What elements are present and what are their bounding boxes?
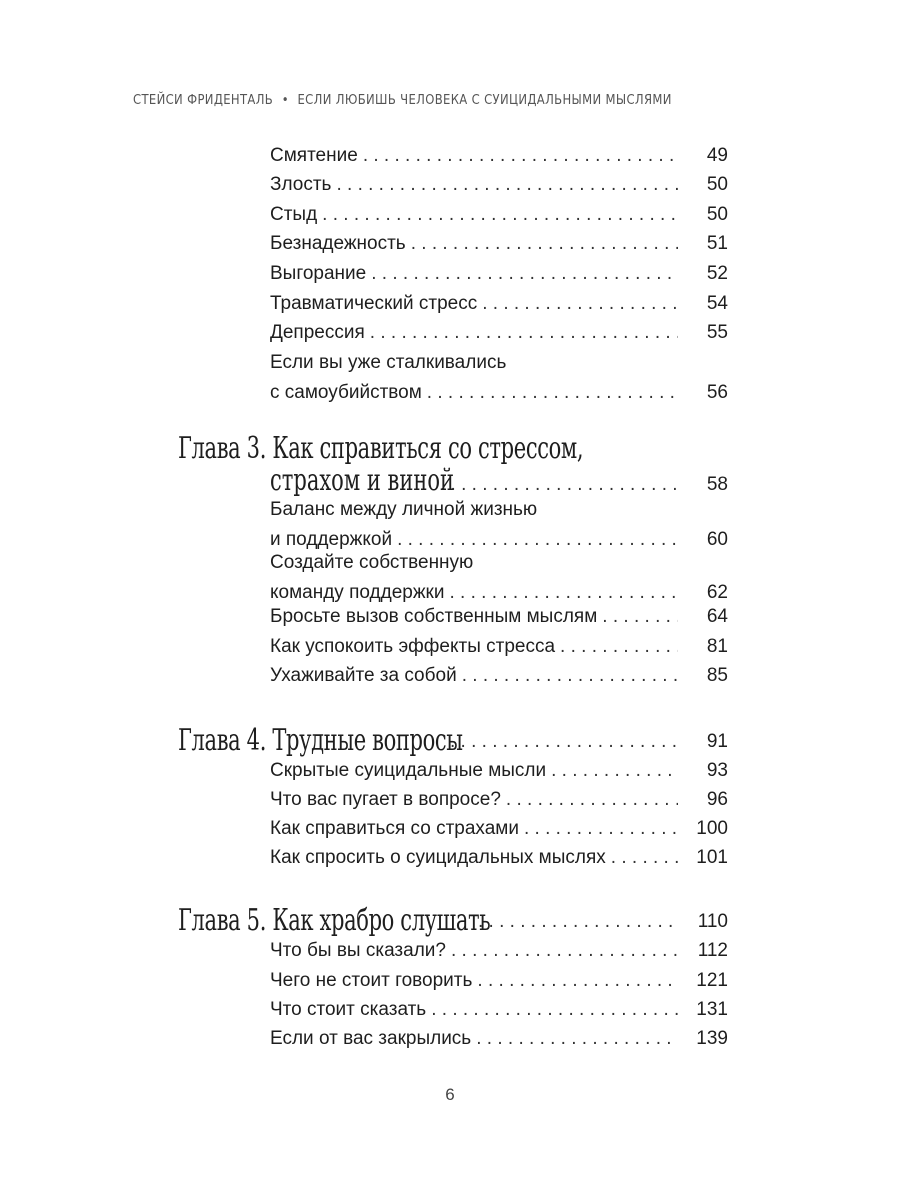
chapter-title: Глава 4. Трудные вопросы [178,723,463,758]
chapter-leader [450,727,728,757]
toc-entry-title: Если от вас закрылись [270,1028,472,1049]
chapter-page: 91 [706,731,728,752]
leader-dots [560,632,678,662]
toc-entry-title: Бросьте вызов собственным мыслям [270,606,598,627]
toc-entry [270,1024,728,1054]
leader-dots [451,936,678,966]
toc-entry-page: 50 [706,174,728,195]
chapter-page: 58 [706,474,728,495]
toc-entry-page: 56 [706,382,728,403]
chapter-title-line1: Глава 3. Как справиться со стрессом, [178,431,584,466]
toc-entry [270,814,728,844]
chapter-title-line2: страхом и виной [270,463,454,498]
toc-entry [270,936,728,966]
leader-dots [476,1024,678,1054]
toc-entry-page: 51 [706,233,728,254]
toc-entry-title-line2: команду поддержки [270,582,445,603]
toc-entry [270,602,728,632]
header-book-title: ЕСЛИ ЛЮБИШЬ ЧЕЛОВЕКА С СУИЦИДАЛЬНЫМИ МЫСЛЯМИ [297,92,672,108]
toc-entry [270,318,728,348]
toc-entry-multiline [270,548,728,608]
chapter-title: Глава 5. Как храбро слушать [178,903,491,938]
toc-entry-multiline [270,495,728,555]
toc-entry-title-line2: с самоубийством [270,382,422,403]
header-separator: • [281,92,289,108]
toc-entry-title: Что бы вы сказали? [270,940,446,961]
leader-dots [322,200,678,230]
toc-entry-title: Стыд [270,204,318,225]
toc-entry-title: Как успокоить эффекты стресса [270,636,556,657]
toc-entry-title: Смятение [270,145,358,166]
toc-entry-title: Что вас пугает в вопросе? [270,789,501,810]
toc-entry-title: Депрессия [270,322,365,343]
toc-entry [270,170,728,200]
leader-dots [371,259,678,289]
leader-dots [482,289,678,319]
toc-entry [270,229,728,259]
toc-entry-title: Безнадежность [270,233,406,254]
leader-dots [336,170,678,200]
toc-entry-title: Травматический стресс [270,293,478,314]
toc-entry-page: 60 [706,529,728,550]
toc-entry-page: 62 [706,582,728,603]
toc-entry-page: 50 [706,204,728,225]
toc-entry-page: 96 [706,789,728,810]
leader-dots [411,229,678,259]
leader-dots [506,785,678,815]
toc-entry-page: 121 [696,970,728,991]
leader-dots [370,318,678,348]
toc-entry [270,289,728,319]
toc-entry-title: Ухаживайте за собой [270,665,457,686]
toc-entry-page: 93 [706,760,728,781]
toc-entry-title-line1: Если вы уже сталкивались [270,352,507,373]
header-author: СТЕЙСИ ФРИДЕНТАЛЬ [133,92,274,108]
toc-entry-page: 64 [706,606,728,627]
toc-entry-page: 54 [706,293,728,314]
toc-entry-page: 100 [696,818,728,839]
toc-entry-page: 52 [706,263,728,284]
leader-dots [462,661,678,691]
toc-entry-page: 81 [706,636,728,657]
toc-entry-title-line1: Создайте собственную [270,552,474,573]
toc-entry-page: 55 [706,322,728,343]
leader-dots [427,378,678,408]
toc-entry-page: 85 [706,665,728,686]
toc-entry [270,966,728,996]
leader-dots [611,843,678,873]
toc-entry-title: Как спросить о суицидальных мыслях [270,847,606,868]
toc-entry [270,200,728,230]
toc-entry-page: 49 [706,145,728,166]
toc-entry-title: Злость [270,174,332,195]
toc-entry-page: 131 [696,999,728,1020]
toc-entry-title: Чего не стоит говорить [270,970,473,991]
chapter-leader [478,907,728,937]
toc-entry-title: Скрытые суицидальные мысли [270,760,547,781]
toc-entry-multiline [270,348,728,408]
toc-entry [270,785,728,815]
toc-entry-page: 139 [696,1028,728,1049]
toc-entry [270,141,728,171]
toc-entry-page: 112 [697,940,728,961]
leader-dots [602,602,678,632]
toc-entry [270,661,728,691]
toc-entry [270,259,728,289]
leader-dots [551,756,678,786]
toc-entry-title: Что стоит сказать [270,999,427,1020]
toc-entry [270,756,728,786]
toc-entry [270,632,728,662]
chapter-page: 110 [697,911,728,932]
leader-dots [431,995,678,1025]
leader-dots [477,966,678,996]
toc-entry-title-line1: Баланс между личной жизнью [270,499,538,520]
toc-entry-title-line2: и поддержкой [270,529,393,550]
toc-entry-title: Как справиться со страхами [270,818,519,839]
toc-entry [270,843,728,873]
leader-dots [524,814,678,844]
leader-dots [478,907,678,937]
toc-entry-page: 101 [696,847,728,868]
toc-entry [270,995,728,1025]
page-number: 6 [445,1085,455,1104]
leader-dots [450,727,678,757]
leader-dots [363,141,678,171]
toc-entry-title: Выгорание [270,263,367,284]
